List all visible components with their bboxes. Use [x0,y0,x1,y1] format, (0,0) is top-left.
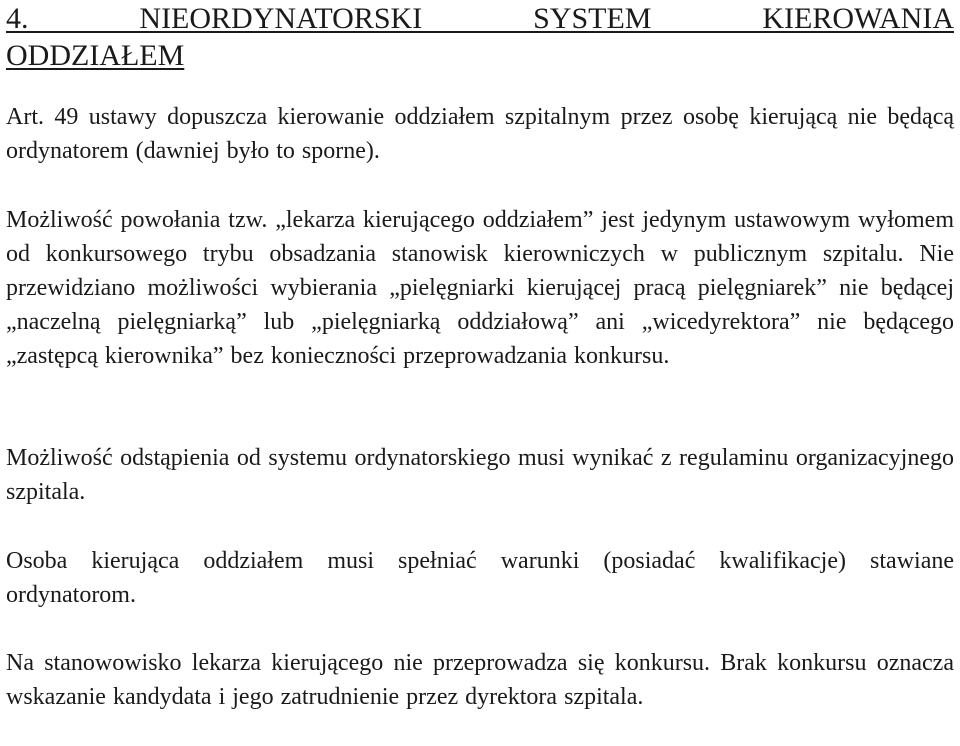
heading-line-1: 4. NIEORDYNATORSKI SYSTEM KIEROWANIA [6,2,954,35]
paragraph-regulamin: Możliwość odstąpienia od systemu ordynatorskiego musi wynikać z regulaminu organizacyjnego szpitala. [6,445,954,505]
paragraph-konkurs: Na stanowowisko lekarza kierującego nie przeprowadza się konkursu. Brak konkursu oznacza wskazanie kandydata i jego zatrudnienie przez dyrektora szpitala. [6,650,954,710]
paragraph-art-49: Art. 49 ustawy dopuszcza kierowanie oddziałem szpitalnym przez osobę kierującą nie będącą ordynatorem (dawniej było to sporne). [6,104,954,164]
paragraph-lekarz-kierujacy: Możliwość powołania tzw. „lekarza kierującego oddziałem” jest jedynym ustawowym wyłomem od konkursowego trybu obsadzania stanowisk kierowniczych w publicznym szpitalu. Nie przewidziano możliwości wybierania „pielęgniarki kierującej pracą pielęgniarek” nie będącej „naczelną pielęgniarką” lub „pielęgniarką oddziałową” ani „wicedyrektora” nie będącego „zastępcą kierownika” bez konieczności przeprowadzania konkursu. [6,207,954,369]
paragraph-kwalifikacje: Osoba kierująca oddziałem musi spełniać warunki (posiadać kwalifikacje) stawiane ordynatorom. [6,548,954,608]
section-heading [6,0,954,74]
document-page [6,0,954,710]
heading-line-2: ODDZIAŁEM [6,39,185,72]
